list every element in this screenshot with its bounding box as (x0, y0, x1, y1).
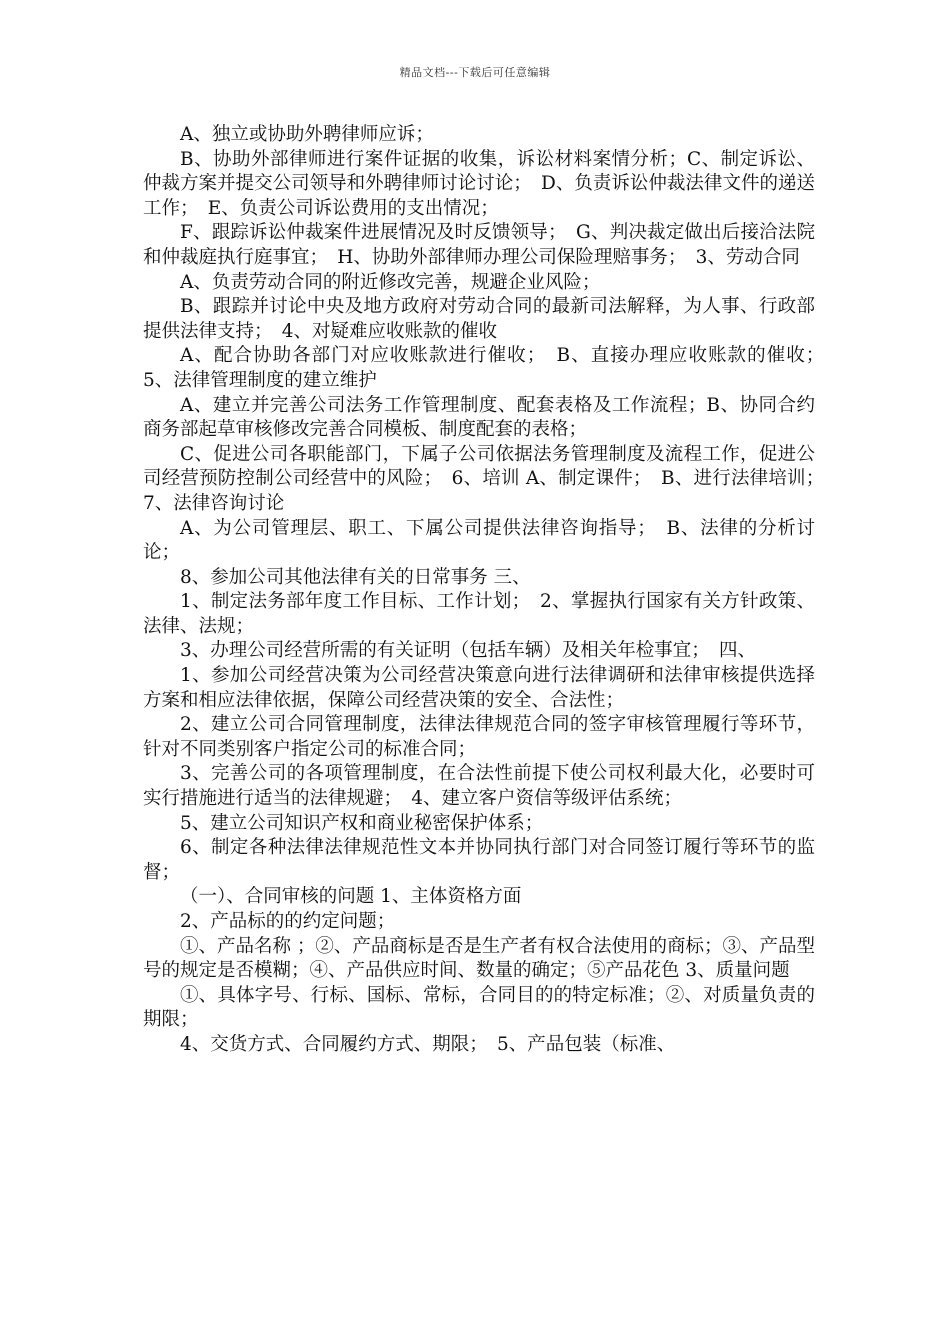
paragraph: A、建立并完善公司法务工作管理制度、配套表格及工作流程；B、协同合约商务部起草审核修改完善合同模板、制度配套的表格； (143, 394, 815, 441)
paragraph: （一）、合同审核的问题 1、主体资格方面 (180, 886, 522, 908)
document-body (143, 123, 834, 1058)
paragraph: 6、制定各种法律法律规范性文本并协同执行部门对合同签订履行等环节的监督； (143, 837, 815, 883)
paragraph: 4、交货方式、合同履约方式、期限； 5、产品包装（标准、 (180, 1033, 676, 1055)
paragraph: ①、具体字号、行标、国标、常标，合同目的的特定标准；②、对质量负责的期限； (143, 984, 815, 1031)
paragraph: A、负责劳动合同的附近修改完善，规避企业风险； (180, 271, 601, 293)
paragraph: B、协助外部律师进行案件证据的收集，诉讼材料案情分析；C、制定诉讼、仲裁方案并提交公司领导和外聘律师讨论讨论； D、负责诉讼仲裁法律文件的递送工作； E、负责公司诉讼费用的支出情况； (143, 148, 815, 219)
paragraph: A、为公司管理层、职工、下属公司提供法律咨询指导； B、法律的分析讨论； (143, 517, 815, 564)
paragraph: A、独立或协助外聘律师应诉； (180, 124, 434, 145)
paragraph: 5、建立公司知识产权和商业秘密保护体系； (180, 812, 544, 834)
paragraph: 3、完善公司的各项管理制度，在合法性前提下使公司权利最大化，必要时可实行措施进行适当的法律规避； 4、建立客户资信等级评估系统； (143, 763, 815, 810)
paragraph: F、跟踪诉讼仲裁案件进展情况及时反馈领导； G、判决裁定做出后接洽法院和仲裁庭执行庭事宜； H、协助外部律师办理公司保险理赔事务； 3、劳动合同 (143, 222, 815, 268)
paragraph: 3、办理公司经营所需的有关证明（包括车辆）及相关年检事宜； 四、 (180, 640, 757, 662)
paragraph: 2、建立公司合同管理制度，法律法律规范合同的签字审核管理履行等环节，针对不同类别客户指定公司的标准合同； (143, 714, 815, 760)
paragraph: 1、制定法务部年度工作目标、工作计划； 2、掌握执行国家有关方针政策、法律、法规； (143, 591, 815, 637)
paragraph: ①、产品名称 ；②、产品商标是否是生产者有权合法使用的商标；③、产品型号的规定是否模糊；④、产品供应时间、数量的确定；⑤产品花色 3、质量问题 (143, 935, 815, 982)
page-header: 精品文档---下载后可任意编辑 (399, 66, 551, 79)
paragraph: B、跟踪并讨论中央及地方政府对劳动合同的最新司法解释，为人事、行政部提供法律支持； 4、对疑难应收账款的催收 (143, 296, 815, 342)
paragraph: 8、参加公司其他法律有关的日常事务 三、 (180, 566, 531, 588)
paragraph: C、促进公司各职能部门，下属子公司依据法务管理制度及流程工作，促进公司经营预防控制公司经营中的风险； 6、培训 A、制定课件； B、进行法律培训； 7、法律咨询讨论 (143, 443, 834, 514)
paragraph: 2、产品标的的约定问题； (180, 911, 396, 932)
paragraph: A、配合协助各部门对应收账款进行催收； B、直接办理应收账款的催收； 5、法律管理制度的建立维护 (143, 345, 834, 391)
paragraph: 1、参加公司经营决策为公司经营决策意向进行法律调研和法律审核提供选择方案和相应法律依据，保障公司经营决策的安全、合法性； (143, 665, 815, 711)
